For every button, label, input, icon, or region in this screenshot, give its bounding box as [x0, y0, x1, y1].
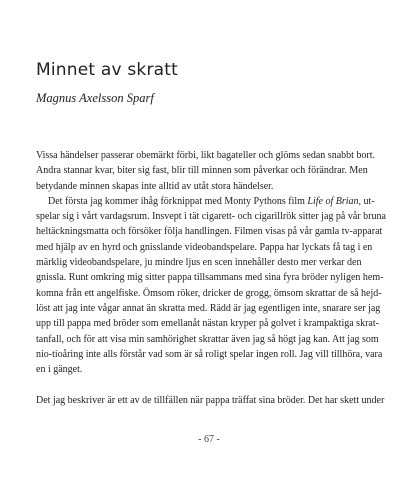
text-line: tanfall, och för att visa min samhörighet skrattar även jag så högt jag kan. Att jag som: [36, 333, 379, 345]
text-line-end: , ut-: [358, 195, 375, 207]
film-title: Life of Brian: [307, 195, 359, 207]
text-line: betydande minnen skapas inte alltid av utåt stora händelser.: [36, 180, 274, 192]
body-text-section-1: [36, 148, 386, 377]
text-line: Vissa händelser passerar obemärkt förbi, likt bagateller och glöms sedan snabbt bort.: [36, 150, 376, 161]
text-line: gnissla. Runt omkring mig sitter pappa tillsammans med sina fyra bröder nyligen hem-: [36, 272, 384, 284]
text-line: en i gänget.: [36, 364, 83, 376]
text-line: komna från ett angelfiske. Ömsom röker, dricker de grogg, ömsom skrattar de så hejd-: [36, 287, 382, 299]
text-line-start: Det första jag kommer ihåg förknippat med Monty Pythons film: [48, 195, 308, 207]
page-number: - 67 -: [198, 434, 220, 445]
text-line: märklig videobandspelare, ju mindre ljus en scen innehåller desto mer verkar den: [36, 257, 362, 269]
text-line: löst att jag inte vågar annat än skratta med. Rädd är jag egentligen inte, snarare ser jag: [36, 302, 381, 314]
text-line: med hjälp av en hyrd och gnisslande videobandspelare. Pappa har lyckats få tag i en: [36, 241, 373, 253]
chapter-title: Minnet av skratt: [36, 60, 178, 80]
text-line: Det jag beskriver är ett av de tillfällen när pappa träffat sina bröder. Det har skett under: [36, 395, 385, 406]
chapter-author: Magnus Axelsson Sparf: [36, 91, 154, 105]
text-line: nio-tioåring inte alls förstår vad som är så roligt spelar ingen roll. Jag vill tillhöra, vara: [36, 348, 383, 360]
text-line: Andra stannar kvar, biter sig fast, blir till minnen som påverkar och förändrar. Men: [36, 165, 368, 177]
text-line: spelar sig i vårt vardagsrum. Insvept i tät cigarett- och cigarillrök sitter jag på vår bruna: [36, 211, 386, 223]
text-line: upp till pappa med bröder som emellanåt nästan kryper på golvet i krampaktiga skrat-: [36, 318, 379, 330]
text-line: heltäckningsmatta och försöker följa handlingen. Filmen visas på vår gamla tv-apparat: [36, 226, 383, 238]
body-text-section-2: [36, 393, 385, 408]
text-line: [36, 194, 382, 209]
